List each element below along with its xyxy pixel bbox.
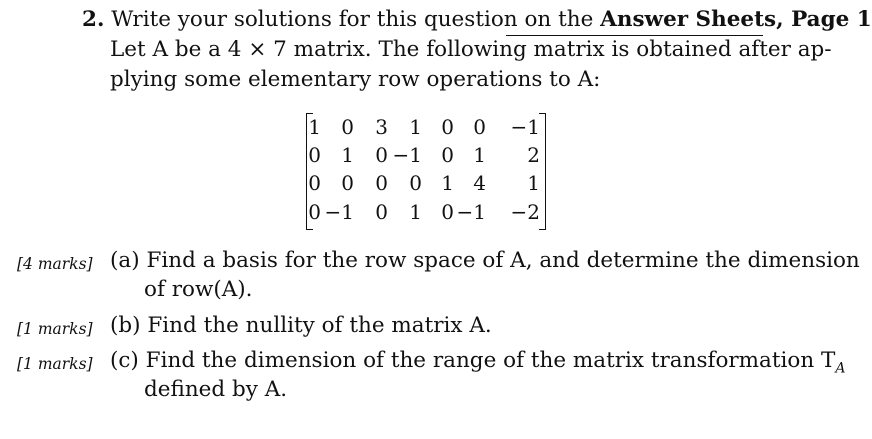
part-c-label: (c) [110, 348, 139, 373]
question-intro: Write your solutions for this question on the [111, 7, 594, 32]
matrix-cell: −2 [510, 200, 540, 224]
matrix-cell: 0 [308, 143, 321, 167]
matrix-cell: 0 [441, 200, 454, 224]
matrix-cell: 3 [375, 115, 388, 139]
part-a-marks: [4 marks] [17, 255, 93, 273]
matrix-cell: 2 [527, 143, 540, 167]
matrix-cell: −1 [392, 143, 422, 167]
matrix-cell: 4 [473, 171, 486, 195]
part-a-line-1 [110, 247, 860, 275]
matrix-cell: 1 [527, 171, 540, 195]
matrix-cell: 0 [441, 115, 454, 139]
part-a-line-2: of row(A). [144, 277, 253, 302]
matrix-cell: 1 [441, 171, 454, 195]
matrix-cell: 1 [341, 143, 354, 167]
matrix-cell: −1 [324, 200, 354, 224]
matrix-cell: 0 [341, 115, 354, 139]
question-line-3: plying some elementary row operations to A: [110, 67, 601, 92]
matrix-cell: 1 [409, 200, 422, 224]
row-reduced-matrix [306, 113, 546, 230]
question-number: 2. [82, 7, 105, 32]
matrix-cell: 0 [308, 171, 321, 195]
part-c-line-2: defined by A. [144, 377, 288, 402]
matrix-cell: 0 [341, 171, 354, 195]
part-b-line-1 [110, 312, 492, 340]
matrix-cell: −1 [510, 115, 540, 139]
matrix-cell: −1 [456, 200, 486, 224]
part-a-text: Find a basis for the row space of A, and determine the dimension [146, 248, 860, 273]
answer-sheet-reference: Answer Sheets, Page 1 [600, 7, 872, 32]
matrix-cell: 0 [473, 115, 486, 139]
part-c-subscript: A [835, 360, 846, 377]
question-line-2: Let A be a 4 × 7 matrix. The following matrix is obtained after ap- [110, 37, 832, 62]
matrix-cell: 0 [375, 171, 388, 195]
matrix-cell: 0 [308, 200, 321, 224]
matrix-cell: 0 [375, 143, 388, 167]
matrix-cell: 1 [308, 115, 321, 139]
matrix-right-bracket [539, 113, 546, 230]
matrix-cell: 0 [375, 200, 388, 224]
part-c-text: Find the dimension of the range of the matrix transformation T [145, 348, 836, 373]
matrix-cell: 0 [409, 171, 422, 195]
part-b-text: Find the nullity of the matrix A. [147, 313, 492, 338]
matrix-cell: 1 [473, 143, 486, 167]
part-c-marks: [1 marks] [17, 355, 93, 373]
question-header [82, 6, 872, 34]
matrix-cell: 0 [441, 143, 454, 167]
matrix-cell: 1 [409, 115, 422, 139]
part-b-marks: [1 marks] [17, 320, 93, 338]
part-a-label: (a) [110, 248, 140, 273]
part-b-label: (b) [110, 313, 141, 338]
